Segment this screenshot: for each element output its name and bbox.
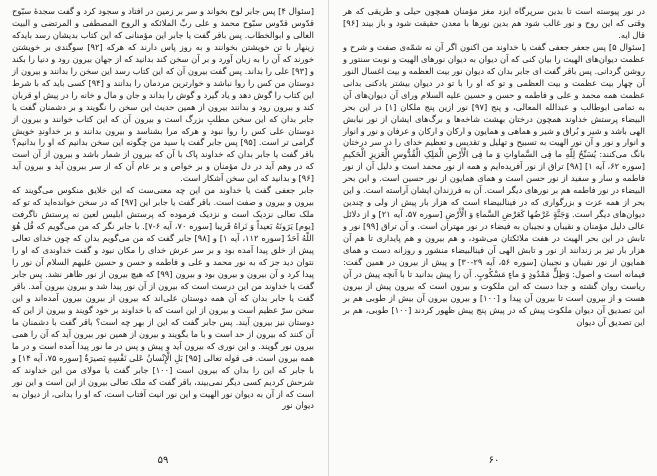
right-page-text: [339, 6, 649, 329]
left-page-text: [8, 6, 318, 412]
right-paragraph-2: [سئوال ۵] پس جعفر جعفی گفت یا خداوند من اکنون اگر آن نه شمّه‌ی صفت و شرح و عظمت دیوان‌های الهیت را بیان کنی که آن دیوان به دیوان نورهای الهیت و نوبت سنتور و روشن گردانی. پس باقر گفت ای جابر بدان که دیوان نور بیت العظمه و بیت اغسال النور آن چهار بیت عظمت و بیت العظمی و تو که او را با تو در دیوان بیشتر یادکنی بدانی عظمت همه محمد و علی و فاطمه و حسن و حسین علیه السلام ورای آن دیوان‌های آن به تمامی ابوطالب و عبدالله المعالی، و پنج [۹۷] نور ازین پنج ملکان [۱] در این بحر البیضاء پرستش خداوند همچون درختان بهشت شاخه‌ها و برگ‌های ایشان از نور نیابش الهی باشد و شیر و بُراق و شیر و هماهی و همایون و ارکان و ارکان و عرفان و نور و انوار و انوار و نور و آن نور الهیت به تسبیح و تهلیل و تقدیس و تعظیم خدای را در سر درختان بانگ می‌کنند: یُسَبِّحُ لِلّهِ ما فِی السَّماواتِ وَ ما فِی الْأَرْضِ الْمَلِکِ الْقُدُّوسِ الْعَزیزِ الْحَکیمِ [سوره ۶۲، آیه ۱] [۹۸] تراق از نور آفریده‌ایم و همه از نور محمد است و دلیل آن از نور فاطمه و سار و سفید از نور حسن است و همای همایون از نور حسین است. و این بحر البیضاء در نور فاطمه هم بر نورهای دیگر است. آن به فرزندان ایشان آراسته است. و این بحر از همه عزت و بزرگواری که در فینالبیضاء است که هزار بار پیش از ولی و چندین دیوان‌های دیگر است. وَجَنَّةٍ عَرْضُها کَعَرْضِ السَّماءِ وَ الْأَرْضِ [سوره ۵۷، آیه ۲۱] و از دلائل عالی دلیل مؤمنان و نقیبان و نجیبان به فیضاء در نور مهتران است. و آن تراق [۹۹] نور و تابش در این بحر الهیت در هفت ملائکتان می‌شود، و هم بیرون و هم پایداری تا هم آن هزار بار تیز بر زندانند از نور و تابش الهی آن فینالبیضاء منشور و روزانه دست و همای همایون از نور نقیبان و نجیبان [سوره ۵۶، آیه ۲۹-۳۰] و پیش از بیرون در همین گفت: فیمانه است و اصول: وَظِلٍّ مَمْدُودٍ وَ ماءٍ مَسْکُوبٍ. آن را پیش بدانید تا با آنچه پیش در آن ریاست روان گشته و جدا دست که این ملکوت و بیرون است که بیرون پیش از بیرون هست و از بیرون است تا بیرون آن پیدا و [۱۰۰] و بیرون بیرون آن بیش از طوبی هم بر این تصدیق آن دیوان ملکوت پیش که در پیش پنج پیش ظهور کردند [۱۰۰] طوبی، هم بر این تصدیق آن دیوان: [343, 41, 646, 327]
left-paragraph-1: [سئوال ۴] پس جابر لوح بخواند و سر بر زمین در افتاد و سجود کرد و گفت سجدهٔ سبّوح قدّوس قدّوس سبّوح محمد و علی ربِّ الملائکه و الروح المصطفی و المرتضی و البیت العالی و ابوالخطاب. پس باقر گفت یا جابر این مؤمنانی که این کتاب بدیشان رسد بایدکه زینهار با تن خویشتن بخوانند و به روز پاس دارند که هرکه [۹۲] سوگندی بر خویشتن خورند که آن را به زبان آورد و بر آن سخن کند بدانید که از جهان بیرون رود و دنیا را بکند و [۹۳] علی را بداند. پس گفت بیرون آن که این کتاب رسد این سخن را بدانند و بیرون از دوستان من کس را روا نباشد و خوارترین مردمان را بدانند و [۹۴] کسی باید که با شرط این کتاب را گوش دهد و یاد گیرد و گوش را بداند و جان و مال و خانه را در پیش او قربان کند و بیرون رود و بدانند بیرون از همین حدیث این سخن را نگویند و بر دشمنان گفت یا جابر بدان که این سخن مطلبِ بزرگ است و بیرون آن که این کتاب خوانند و بیرون از دوستان علی کس را روا نبود و هرکه مرا بشناسد و بیرون بدانند و بر خداوندِ خویش گرامی تر است. [۹۵] پس جابر گفت یا سید من چگونه این سخن بدانیم که او را بدانیم؟ باقر گفت یا جابر بدان که خداوند پاک با آن که بیرون از شمار باشد و بیرون از آن است که در وهم آید در دل مؤمنان و بر خواص و بر عام آن که از سر بیرون آید و بیرون آید [۹۶] و بدانید که این سخن آشکار است.: [12, 6, 315, 184]
right-page: [339, 6, 649, 470]
left-page: [8, 6, 318, 470]
page-gutter: [328, 0, 329, 476]
left-paragraph-2: جابر جعفی گفت یا خداوند من این چه معنی‌ست که این خلایق منکوس می‌گویند که بیرون و بیرون و صفت است. باقر گفت یا جابر این [۹۷] که در سخن خوانده‌اید که تو که ملک تعالی نزدیک است و نزدیک فرموده که پرستش ابلیس لعین نه پرستش ناگرفت [یوم] یَرَونَهُ بَعیداً وَ نَراهُ قَریبا [سوره ۷۰، آیه ۶-۷]. با جابر نگر که من می‌گویم که قُل هُوَ اللّهُ اَحَدٌ [سوره ۱۱۲، آیه ۱] و [۹۸] جابر گفت که من می‌گویم بدان که چون خدای تعالی پیش از خلق پیدا آمده بود و بر سر عرش خدای را مکان نبود و گفت خداوندی که او را نتوان دید جز که به نور محمد و علی و فاطمه و حسن و حسین علیهم السلام آن نور را پیدا کرد و آن بیرون و بیرون بود و بیرون [۹۹] که هیچ بیرون از نور ظاهر نشد. پس جابر گفت یا خداوند من این درست است که بیرون از آن نور پیدا شد و بیرون بیرون آمد. باقر گفت یا جابر بدان که آن همه دوستان علی‌اند که بیرون از بیرون بیرون آمده‌اند و این سخن سرّ عظیم است و بیرون از این است که با خداوند بر خود گویند و بیرون از این که دوستان نیز بیرون آیند. پس جابر گفت که این از بهر چه است؟ باقر گفت با دشمنان ما آن کنند که بیرون از حد است و با ما بگویند و بیرون از همین نور بیرون آید که آن را همی بیرون نور گویند. و این نوری که بیرون آید و پیش و پس در ما نور پیدا آمده است و در ما همه بیرون است. فی قوله تعالی [۹۵] بَلِ الْإِنْسانُ عَلی نَفْسِهِ بَصیرَةٌ [سوره ۷۵، آیه ۱۴] و با جابر که این را بدان که بیرون است [۱۰۰] جابر گفت یا مولای من این خداوند که شرحش کردیم کسی دیگر نمی‌بیند، باقر گفت که ملک تعالی بیرون از این است و این نور است که از آن به دیوان نور الهیت و این نور انیت آفتاب است، که او را بدانی، از دیوان به دیوان نور: [12, 185, 315, 411]
right-page-number: ۶۰: [488, 455, 500, 466]
left-page-number: ۵۹: [157, 455, 169, 466]
right-paragraph-1: در نور پیوسته است تا بدین سرپرگاه ایزد مغز مؤمنان همچون حیلی و طریقی که هر وقتی که این روح و نور غالب شود هم بدین نورها با معدن حقیقت شود و باز بیند [۹۶] قال ایه.: [343, 6, 645, 40]
